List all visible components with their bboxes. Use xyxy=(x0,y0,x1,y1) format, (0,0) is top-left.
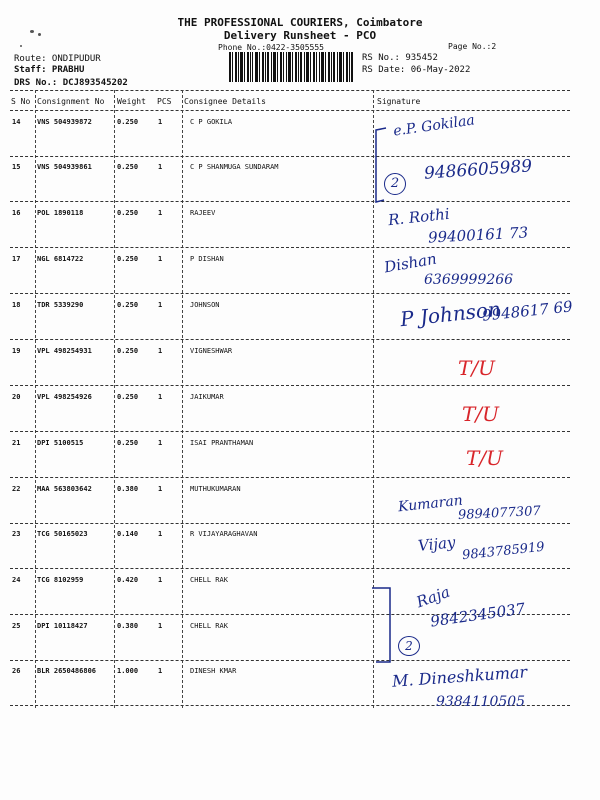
row-weight: 0.250 xyxy=(117,347,139,355)
row-consignment-no: VPL 498254931 xyxy=(37,347,92,355)
row-consignment-no: MAA 563803642 xyxy=(37,485,92,493)
row-sno: 23 xyxy=(12,530,21,538)
signature-20-tu: T/U xyxy=(462,402,499,426)
row-weight: 0.250 xyxy=(117,439,139,447)
signature-23: Vijay xyxy=(417,533,457,555)
staff: Staff: PRABHU xyxy=(14,65,85,75)
col-header-sno: S No xyxy=(11,97,31,106)
row-consignment-no: DPI 10118427 xyxy=(37,622,88,630)
row-weight: 0.250 xyxy=(117,393,139,401)
col-divider xyxy=(35,90,36,708)
row-rule xyxy=(10,477,570,478)
signature-18: P Johnson xyxy=(399,296,502,332)
row-consignee: P DISHAN xyxy=(190,255,224,263)
row-sno: 17 xyxy=(12,255,21,263)
row-weight: 0.250 xyxy=(117,301,139,309)
signature-24: Raja xyxy=(413,582,453,612)
row-weight: 0.140 xyxy=(117,530,139,538)
row-consignment-no: VPL 498254926 xyxy=(37,393,92,401)
table-top-rule xyxy=(10,90,570,91)
col-divider xyxy=(114,90,115,708)
bracket-mark xyxy=(370,126,390,206)
phone-number: Phone No.:0422-3505555 xyxy=(218,43,324,52)
row-weight: 0.250 xyxy=(117,118,139,126)
row-sno: 14 xyxy=(12,118,21,126)
signature-16-phone: 99400161 73 xyxy=(427,223,529,247)
row-consignee: CHELL RAK xyxy=(190,622,228,630)
row-consignment-no: VNS 504939872 xyxy=(37,118,92,126)
signature-21-tu: T/U xyxy=(466,446,503,470)
signature-25-phone: 9842345037 xyxy=(429,599,527,631)
row-consignment-no: NGL 6814722 xyxy=(37,255,84,263)
row-consignee: VIGNESHWAR xyxy=(190,347,233,355)
piece-count-15: 2 xyxy=(384,173,406,195)
row-weight: 0.380 xyxy=(117,622,139,630)
row-weight: 1.000 xyxy=(117,667,139,675)
row-rule xyxy=(10,431,570,432)
rs-date: RS Date: 06-May-2022 xyxy=(362,65,471,75)
row-pcs: 1 xyxy=(158,622,163,630)
row-weight: 0.380 xyxy=(117,485,139,493)
row-consignment-no: POL 1890118 xyxy=(37,209,84,217)
row-pcs: 1 xyxy=(158,393,163,401)
row-pcs: 1 xyxy=(158,255,163,263)
bracket-mark xyxy=(368,586,398,664)
header-rule xyxy=(10,110,570,111)
row-consignee: ISAI PRANTHAMAN xyxy=(190,439,254,447)
row-rule xyxy=(10,247,570,248)
row-pcs: 1 xyxy=(158,667,163,675)
row-consignment-no: VNS 504939861 xyxy=(37,163,92,171)
row-consignee: C P GOKILA xyxy=(190,118,233,126)
row-consignment-no: DPI 5100515 xyxy=(37,439,84,447)
signature-23-phone: 9843785919 xyxy=(461,539,546,564)
page-number: Page No.:2 xyxy=(448,42,497,51)
col-header-consignee: Consignee Details xyxy=(184,97,266,106)
row-consignee: C P SHANMUGA SUNDARAM xyxy=(190,163,279,171)
row-consignee: MUTHUKUMARAN xyxy=(190,485,241,493)
signature-14: e.P. Gokilaa xyxy=(392,112,476,140)
col-header-signature: Signature xyxy=(377,97,421,106)
row-sno: 19 xyxy=(12,347,21,355)
row-sno: 24 xyxy=(12,576,21,584)
barcode xyxy=(229,52,353,82)
row-pcs: 1 xyxy=(158,439,163,447)
row-weight: 0.250 xyxy=(117,255,139,263)
row-consignee: DINESH KMAR xyxy=(190,667,237,675)
row-pcs: 1 xyxy=(158,530,163,538)
row-pcs: 1 xyxy=(158,209,163,217)
row-consignee: JOHNSON xyxy=(190,301,220,309)
route: Route: ONDIPUDUR xyxy=(14,54,101,64)
drs-number: DRS No.: DCJ893545202 xyxy=(14,78,128,88)
row-rule xyxy=(10,660,570,661)
row-sno: 18 xyxy=(12,301,21,309)
col-header-consignment: Consignment No xyxy=(37,97,105,106)
row-rule xyxy=(10,156,570,157)
row-rule xyxy=(10,385,570,386)
signature-22-phone: 9894077307 xyxy=(457,503,542,524)
row-consignment-no: TCG 50165023 xyxy=(37,530,88,538)
row-weight: 0.420 xyxy=(117,576,139,584)
row-consignee: CHELL RAK xyxy=(190,576,228,584)
row-sno: 26 xyxy=(12,667,21,675)
row-pcs: 1 xyxy=(158,485,163,493)
signature-22: Kumaran xyxy=(397,492,464,516)
signature-18-phone: 9948617 69 xyxy=(481,297,574,325)
signature-26: M. Dineshkumar xyxy=(391,662,528,691)
rs-number: RS No.: 935452 xyxy=(362,53,438,63)
row-consignee: R VIJAYARAGHAVAN xyxy=(190,530,258,538)
runsheet-title: Delivery Runsheet - PCO xyxy=(223,29,377,42)
row-sno: 25 xyxy=(12,622,21,630)
row-pcs: 1 xyxy=(158,576,163,584)
col-divider xyxy=(182,90,183,708)
row-weight: 0.250 xyxy=(117,163,139,171)
row-sno: 21 xyxy=(12,439,21,447)
row-pcs: 1 xyxy=(158,301,163,309)
row-rule xyxy=(10,201,570,202)
row-weight: 0.250 xyxy=(117,209,139,217)
row-consignee: JAIKUMAR xyxy=(190,393,224,401)
row-pcs: 1 xyxy=(158,163,163,171)
signature-19-tu: T/U xyxy=(458,356,495,380)
row-pcs: 1 xyxy=(158,118,163,126)
row-sno: 15 xyxy=(12,163,21,171)
row-consignment-no: TDR 5339290 xyxy=(37,301,84,309)
col-header-weight: Weight xyxy=(117,97,146,106)
signature-17: Dishan xyxy=(382,249,438,277)
signature-15-phone: 9486605989 xyxy=(423,156,533,184)
row-consignment-no: BLR 2650486806 xyxy=(37,667,97,675)
signature-17-phone: 6369999266 xyxy=(424,272,514,288)
row-consignee: RAJEEV xyxy=(190,209,216,217)
row-consignment-no: TCG 8102959 xyxy=(37,576,84,584)
row-rule xyxy=(10,523,570,524)
col-header-pcs: PCS xyxy=(157,97,172,106)
row-pcs: 1 xyxy=(158,347,163,355)
signature-16: R. Rothi xyxy=(387,204,451,230)
scan-speck xyxy=(20,45,22,47)
row-sno: 20 xyxy=(12,393,21,401)
row-rule xyxy=(10,293,570,294)
row-rule xyxy=(10,339,570,340)
row-sno: 22 xyxy=(12,485,21,493)
row-rule xyxy=(10,568,570,569)
company-title: THE PROFESSIONAL COURIERS, Coimbatore xyxy=(177,16,423,29)
piece-count-25: 2 xyxy=(398,636,420,656)
signature-26-phone: 9384110505 xyxy=(436,694,526,710)
row-sno: 16 xyxy=(12,209,21,217)
